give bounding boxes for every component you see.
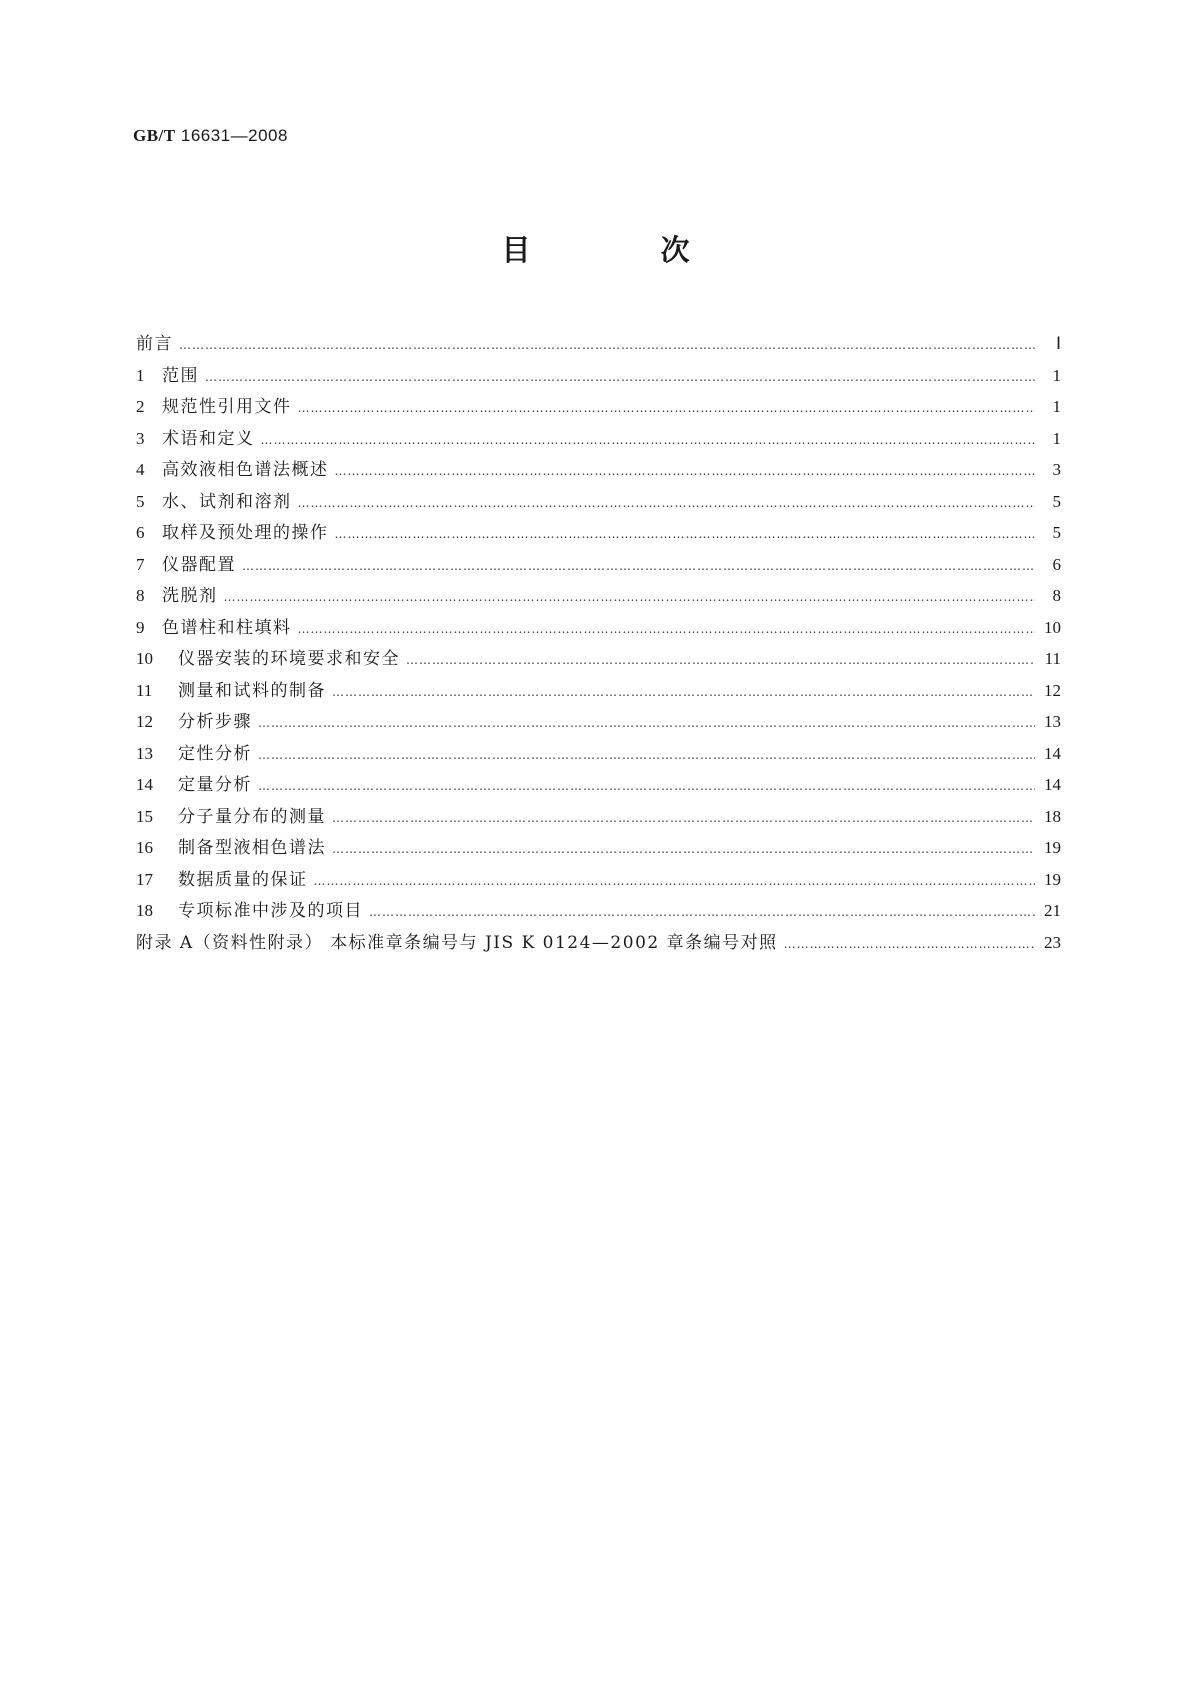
toc-entry-label: 色谱柱和柱填料 <box>162 617 292 638</box>
toc-dot-leader <box>369 897 1035 929</box>
document-code <box>133 126 288 146</box>
toc-entry-14[interactable] <box>136 769 1061 801</box>
toc-entry-3[interactable] <box>136 423 1061 455</box>
toc-entry-page: 1 <box>1052 365 1061 385</box>
toc-entry-5[interactable] <box>136 486 1061 518</box>
toc-entry-label: 分子量分布的测量 <box>178 806 326 827</box>
toc-entry-number: 7 <box>136 554 145 574</box>
toc-entry-label: 数据质量的保证 <box>178 869 308 890</box>
toc-entry-page: 13 <box>1044 712 1061 731</box>
toc-entry-page: 12 <box>1044 680 1061 700</box>
toc-entry-number: 9 <box>136 617 145 637</box>
toc-entry-page: 14 <box>1044 743 1061 763</box>
table-of-contents <box>136 328 1061 958</box>
toc-entry-16[interactable] <box>136 832 1061 864</box>
toc-entry-page: 18 <box>1044 806 1061 826</box>
toc-entry-label: 测量和试料的制备 <box>178 680 326 701</box>
toc-entry-page: 3 <box>1052 460 1061 479</box>
toc-entry-label: 高效液相色谱法概述 <box>162 460 329 480</box>
toc-entry-number: 14 <box>136 775 153 794</box>
toc-entry-number: 5 <box>136 491 145 511</box>
toc-entry-page: 14 <box>1044 775 1061 794</box>
toc-entry-page: 1 <box>1052 428 1061 448</box>
toc-dot-leader <box>242 551 1035 583</box>
toc-entry-page: Ⅰ <box>1055 334 1061 353</box>
toc-dot-leader <box>298 393 1036 425</box>
toc-entry-2[interactable] <box>136 391 1061 423</box>
toc-entry-label: 洗脱剂 <box>162 586 218 606</box>
toc-dot-leader <box>224 582 1036 614</box>
toc-entry-10[interactable] <box>136 643 1061 675</box>
toc-entry-label: 范围 <box>162 365 199 386</box>
toc-entry-number: 2 <box>136 397 145 416</box>
toc-entry-label: 定量分析 <box>178 775 252 795</box>
toc-dot-leader <box>258 771 1035 803</box>
toc-entry-label: 专项标准中涉及的项目 <box>178 901 363 921</box>
toc-dot-leader <box>298 614 1036 646</box>
toc-entry-label: 仪器安装的环境要求和安全 <box>178 649 400 669</box>
toc-entry-number: 18 <box>136 901 153 920</box>
toc-entry-page: 23 <box>1044 932 1061 952</box>
toc-entry-1[interactable] <box>136 360 1061 392</box>
toc-entry-11[interactable] <box>136 675 1061 707</box>
toc-entry-page: 1 <box>1052 397 1061 416</box>
toc-entry-page: 19 <box>1044 838 1061 857</box>
toc-entry-label: 规范性引用文件 <box>162 397 292 417</box>
toc-entry-12[interactable] <box>136 706 1061 738</box>
toc-entry-page: 6 <box>1052 554 1061 574</box>
toc-entry-label: 定性分析 <box>178 743 252 764</box>
toc-entry-page: 21 <box>1044 901 1061 920</box>
toc-entry-page: 10 <box>1044 617 1061 637</box>
toc-entry-label: 取样及预处理的操作 <box>162 523 329 543</box>
toc-entry-15[interactable] <box>136 801 1061 833</box>
toc-entry-number: 16 <box>136 838 153 857</box>
toc-entry-page: 5 <box>1052 523 1061 542</box>
toc-entry-9[interactable] <box>136 612 1061 644</box>
toc-entry-page: 19 <box>1044 869 1061 889</box>
toc-dot-leader <box>298 488 1036 520</box>
toc-entry-number: 12 <box>136 712 153 731</box>
toc-dot-leader <box>332 803 1035 835</box>
toc-entry-page: 11 <box>1044 649 1061 668</box>
toc-dot-leader <box>406 645 1035 677</box>
toc-dot-leader <box>332 834 1035 866</box>
toc-dot-leader <box>314 866 1036 898</box>
toc-entry-number: 6 <box>136 523 145 542</box>
toc-dot-leader <box>205 362 1035 394</box>
toc-dot-leader <box>784 929 1035 961</box>
toc-entry-number: 11 <box>136 680 153 700</box>
toc-entry-number: 8 <box>136 586 145 605</box>
toc-entry-17[interactable] <box>136 864 1061 896</box>
toc-entry-18[interactable] <box>136 895 1061 927</box>
toc-entry-label: 附录 A（资料性附录） 本标准章条编号与 JIS K 0124—2002 章条编号对照 <box>136 932 778 953</box>
toc-entry-page: 5 <box>1052 491 1061 511</box>
toc-dot-leader <box>261 425 1036 457</box>
toc-entry-number: 13 <box>136 743 153 763</box>
toc-entry-number: 3 <box>136 428 145 448</box>
toc-dot-leader <box>332 677 1035 709</box>
toc-entry-label: 仪器配置 <box>162 554 236 575</box>
toc-entry-preface[interactable] <box>136 328 1061 360</box>
toc-entry-number: 1 <box>136 365 145 385</box>
toc-entry-7[interactable] <box>136 549 1061 581</box>
toc-dot-leader <box>258 740 1035 772</box>
toc-dot-leader <box>258 708 1035 740</box>
standard-number: 16631—2008 <box>180 126 288 145</box>
toc-entry-page: 8 <box>1052 586 1061 605</box>
toc-entry-label: 分析步骤 <box>178 712 252 732</box>
toc-dot-leader <box>179 330 1035 362</box>
toc-entry-number: 15 <box>136 806 153 826</box>
toc-entry-number: 17 <box>136 869 153 889</box>
toc-entry-annex-a[interactable] <box>136 927 1061 959</box>
toc-entry-6[interactable] <box>136 517 1061 549</box>
toc-entry-label: 水、试剂和溶剂 <box>162 491 292 512</box>
toc-entry-13[interactable] <box>136 738 1061 770</box>
toc-entry-4[interactable] <box>136 454 1061 486</box>
toc-entry-label: 术语和定义 <box>162 428 255 449</box>
toc-entry-number: 10 <box>136 649 153 668</box>
standard-prefix: GB/T <box>133 126 176 145</box>
toc-dot-leader <box>335 456 1036 488</box>
toc-entry-label: 前言 <box>136 334 173 354</box>
toc-title: 目 次 <box>501 233 750 267</box>
toc-entry-number: 4 <box>136 460 145 479</box>
toc-entry-label: 制备型液相色谱法 <box>178 838 326 858</box>
toc-dot-leader <box>335 519 1036 551</box>
toc-entry-8[interactable] <box>136 580 1061 612</box>
